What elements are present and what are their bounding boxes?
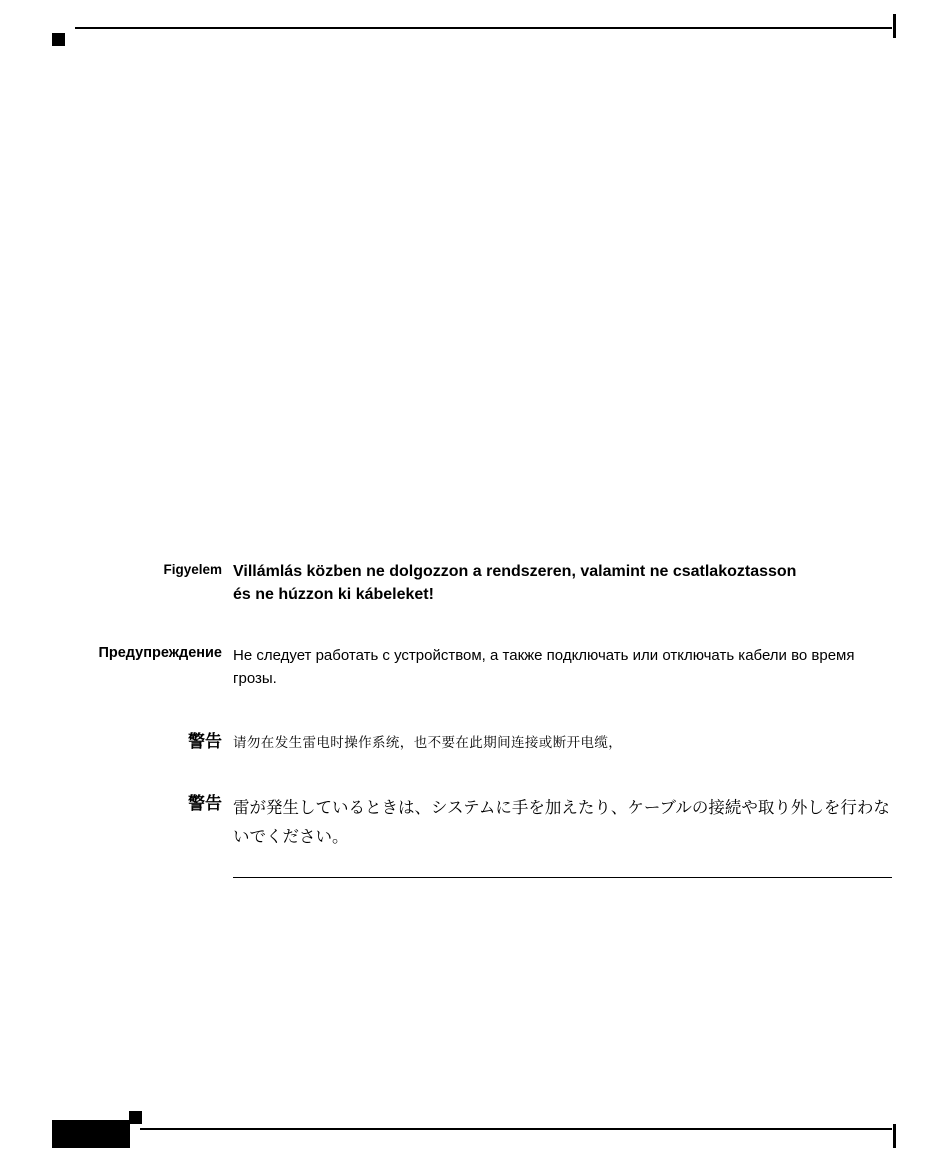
footer-rule <box>140 1128 892 1130</box>
footer-bullet-icon <box>129 1111 142 1124</box>
header-rule <box>75 27 892 29</box>
warning-list <box>0 560 950 852</box>
warning-text-chinese: 请勿在发生雷电时操作系统，也不要在此期间连接或断开电缆， <box>233 735 623 750</box>
warning-row-japanese <box>0 794 950 852</box>
warning-text-hungarian: Villámlás közben ne dolgozzon a rendszeren, valamint ne csatlakoztasson és ne húzzon ki kábeleket! <box>233 563 797 603</box>
warning-text-russian: Не следует работать с устройством, а также подключать или отключать кабели во время грозы. <box>233 647 855 687</box>
warning-row-russian <box>0 644 950 690</box>
header-bullet-icon <box>52 33 65 46</box>
warning-text-japanese: 雷が発生しているときは、システムに手を加えたり、ケーブルの接続や取り外しを行わないでください。 <box>233 799 890 846</box>
footer-edge-tick-icon <box>893 1124 896 1148</box>
warning-label-hungarian: Figyelem <box>163 562 222 577</box>
warning-label-russian: Предупреждение <box>98 645 222 661</box>
warning-label-japanese: 警告 <box>188 794 222 813</box>
warning-row-hungarian <box>0 560 950 606</box>
header-edge-tick-icon <box>893 14 896 38</box>
warning-block-divider <box>233 877 892 878</box>
warning-label-chinese: 警告 <box>188 732 222 751</box>
footer-page-block <box>52 1120 130 1148</box>
warning-row-chinese <box>0 732 950 754</box>
